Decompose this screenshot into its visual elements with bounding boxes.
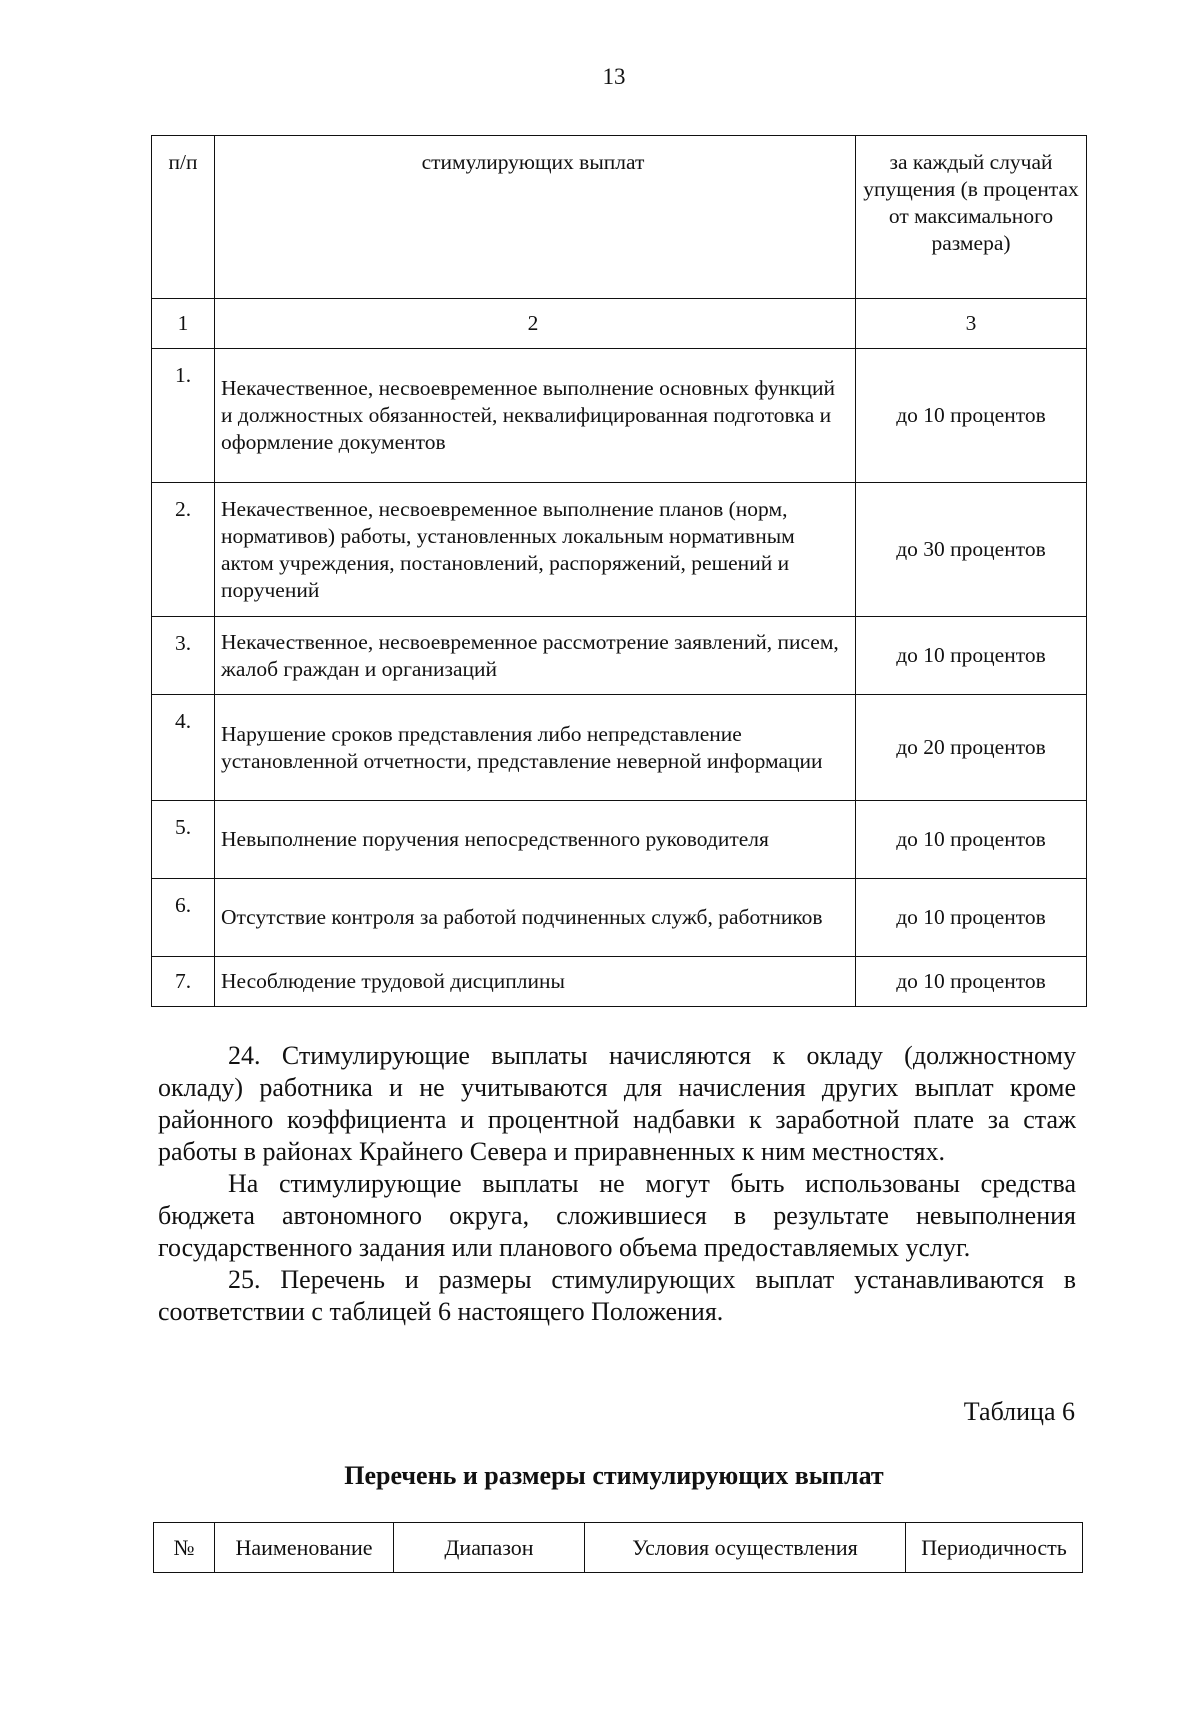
- row-number: 2.: [152, 483, 215, 617]
- page-number: 13: [602, 64, 626, 89]
- header-cell-number: №: [154, 1523, 215, 1573]
- column-number-cell: 3: [856, 299, 1087, 349]
- column-number-cell: 1: [152, 299, 215, 349]
- header-cell-number: п/п: [152, 136, 215, 299]
- row-number: 3.: [152, 617, 215, 695]
- row-number: 1.: [152, 349, 215, 483]
- row-amount: до 30 процентов: [856, 483, 1087, 617]
- row-amount: до 10 процентов: [856, 349, 1087, 483]
- paragraph-24-continued: На стимулирующие выплаты не могут быть использованы средства бюджета автономного округа, сложившиеся в результате невыполнения государственного задания или планового объема предоставляемых услуг.: [158, 1169, 1076, 1262]
- table-caption: Таблица 6: [963, 1397, 1075, 1426]
- column-number-cell: 2: [215, 299, 856, 349]
- header-cell-periodicity: Периодичность: [906, 1523, 1083, 1573]
- column-number-row: [152, 299, 1087, 349]
- body-text: [158, 1040, 1076, 1328]
- table-row: [152, 801, 1087, 879]
- table-header-row: [152, 136, 1087, 299]
- row-description: Некачественное, несвоевременное выполнение планов (норм, нормативов) работы, установленных локальным нормативным актом учреждения, постановлений, распоряжений, решений и поручений: [215, 483, 856, 617]
- table-row: [152, 695, 1087, 801]
- table-row: [152, 957, 1087, 1007]
- row-amount: до 10 процентов: [856, 617, 1087, 695]
- table-row: [152, 879, 1087, 957]
- header-cell-conditions: Условия осуществления: [585, 1523, 906, 1573]
- row-description: Некачественное, несвоевременное рассмотрение заявлений, писем, жалоб граждан и организаций: [215, 617, 856, 695]
- table-header-row: [154, 1523, 1083, 1573]
- row-number: 4.: [152, 695, 215, 801]
- paragraph-25: 25. Перечень и размеры стимулирующих выплат устанавливаются в соответствии с таблицей 6 настоящего Положения.: [158, 1265, 1076, 1326]
- penalty-table: [151, 135, 1087, 1007]
- row-amount: до 10 процентов: [856, 957, 1087, 1007]
- row-amount: до 10 процентов: [856, 879, 1087, 957]
- row-amount: до 10 процентов: [856, 801, 1087, 879]
- row-description: Отсутствие контроля за работой подчиненных служб, работников: [215, 879, 856, 957]
- table-row: [152, 483, 1087, 617]
- row-description: Нарушение сроков представления либо непредставление установленной отчетности, представление неверной информации: [215, 695, 856, 801]
- table-row: [152, 617, 1087, 695]
- table-title: Перечень и размеры стимулирующих выплат: [344, 1461, 884, 1490]
- header-cell-name: Наименование: [215, 1523, 394, 1573]
- header-cell-amount: за каждый случай упущения (в процентах от максимального размера): [856, 136, 1087, 299]
- row-number: 7.: [152, 957, 215, 1007]
- row-amount: до 20 процентов: [856, 695, 1087, 801]
- row-description: Невыполнение поручения непосредственного руководителя: [215, 801, 856, 879]
- row-number: 5.: [152, 801, 215, 879]
- header-cell-description: стимулирующих выплат: [215, 136, 856, 299]
- header-cell-range: Диапазон: [394, 1523, 585, 1573]
- row-number: 6.: [152, 879, 215, 957]
- bonus-table: [153, 1522, 1083, 1573]
- paragraph-24: 24. Стимулирующие выплаты начисляются к окладу (должностному окладу) работника и не учитываются для начисления других выплат кроме районного коэффициента и процентной надбавки к заработной плате за стаж работы в районах Крайнего Севера и приравненных к ним местностях.: [158, 1041, 1076, 1166]
- row-description: Некачественное, несвоевременное выполнение основных функций и должностных обязанностей, неквалифицированная подготовка и оформление документов: [215, 349, 856, 483]
- row-description: Несоблюдение трудовой дисциплины: [215, 957, 856, 1007]
- table-row: [152, 349, 1087, 483]
